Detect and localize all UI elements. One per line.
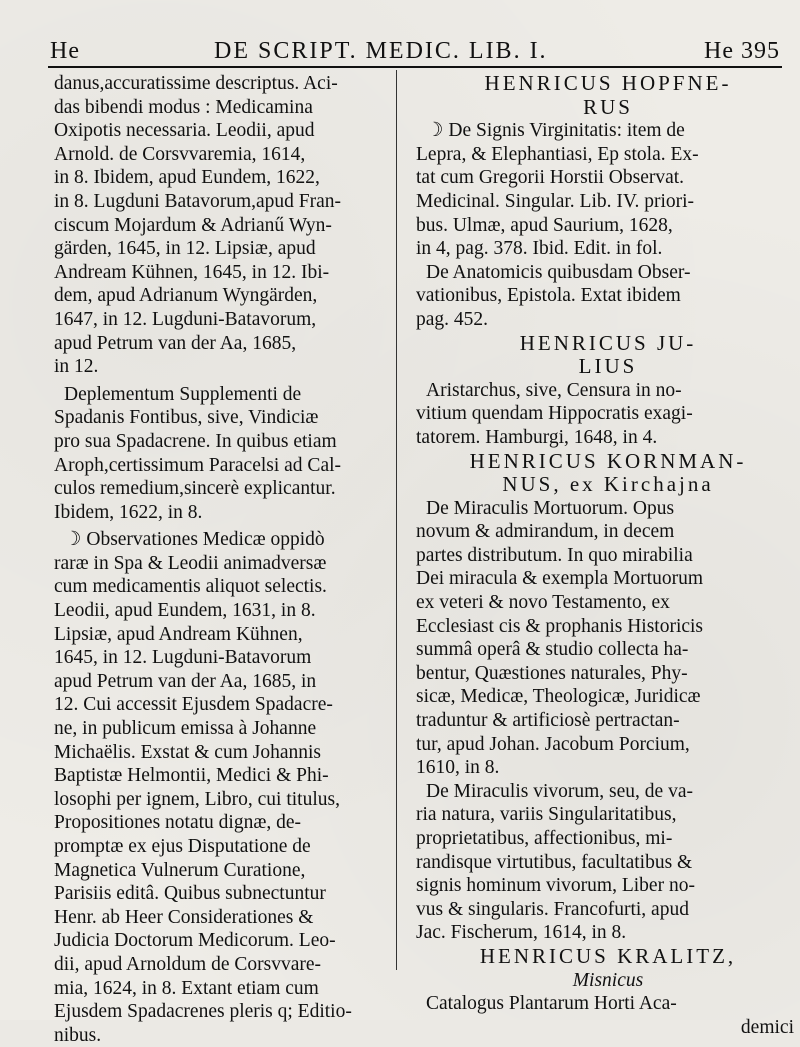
text-line: vitium quendam Hippocratis exagi-: [416, 403, 693, 425]
author-heading: RUS: [583, 94, 633, 119]
text-line: raræ in Spa & Leodii animadversæ: [54, 552, 327, 574]
author-heading: LIUS: [578, 354, 638, 379]
left-column: [54, 72, 376, 1047]
column-divider: [396, 70, 397, 970]
text-line: ne, in publicum emissa à Johanne: [54, 718, 317, 740]
text-line: Oxipotis necessaria. Leodii, apud: [54, 120, 315, 142]
text-line: vus & singularis. Francofurti, apud: [416, 898, 689, 920]
text-line: Parisiis editâ. Quibus subnectuntur: [54, 883, 326, 905]
text-line: summâ operâ & studio collecta ha-: [416, 639, 689, 661]
text-line: bus. Ulmæ, apud Saurium, 1628,: [416, 214, 673, 236]
text-line: randisque virtutibus, facultatibus &: [416, 851, 693, 873]
text-line: Leodii, apud Eundem, 1631, in 8.: [54, 600, 316, 622]
text-line: De Miraculis vivorum, seu, de va-: [426, 780, 693, 802]
text-line: tur, apud Johan. Jacobum Porcium,: [416, 733, 690, 755]
text-line: apud Petrum van der Aa, 1685,: [54, 332, 297, 354]
text-line: Ejusdem Spadacrenes pleris q; Editio-: [54, 1001, 352, 1023]
author-heading: HENRICUS JU-: [519, 330, 697, 355]
text-line: Arnold. de Corsvvaremia, 1614,: [54, 143, 306, 165]
text-line: ☽ Observationes Medicæ oppidò: [64, 529, 325, 551]
text-line: vationibus, Epistola. Extat ibidem: [416, 285, 681, 307]
text-line: demici: [740, 1016, 794, 1038]
text-line: Lipsiæ, apud Andream Kühnen,: [54, 623, 303, 645]
text-line: tat cum Gregorii Horstii Observat.: [416, 167, 685, 189]
text-line: Magnetica Vulnerum Curatione,: [54, 859, 306, 881]
text-line: ex veteri & novo Testamento, ex: [416, 592, 670, 614]
text-line: ciscum Mojardum & Adrianű Wyn-: [54, 214, 332, 236]
text-line: Medicinal. Singular. Lib. IV. priori-: [416, 190, 695, 212]
text-line: danus,accuratissime descriptus. Aci-: [54, 73, 338, 94]
text-line: ☽ De Signis Virginitatis: item de: [426, 120, 685, 142]
text-line: Michaëlis. Exstat & cum Johannis: [54, 741, 322, 763]
text-line: Andream Kühnen, 1645, in 12. Ibi-: [54, 261, 330, 283]
text-line: ria natura, variis Singularitatibus,: [416, 804, 677, 826]
text-line: Spadanis Fontibus, sive, Vindiciæ: [54, 407, 319, 429]
text-line: 1610, in 8.: [416, 757, 500, 779]
author-heading: HENRICUS HOPFNE-: [484, 71, 732, 95]
text-line: De Miraculis Mortuorum. Opus: [426, 497, 675, 519]
text-line: traduntur & artificiosè pertractan-: [416, 710, 680, 732]
text-line: in 8. Ibidem, apud Eundem, 1622,: [54, 167, 320, 189]
text-line: Aristarchus, sive, Censura in no-: [426, 379, 682, 401]
text-line: 12. Cui accessit Ejusdem Spadacre-: [54, 694, 333, 716]
right-column: [416, 72, 800, 1039]
text-line: bentur, Quæstiones naturales, Phy-: [416, 662, 688, 684]
text-line: Dei miracula & exempla Mortuorum: [416, 568, 703, 590]
text-line: gärden, 1645, in 12. Lipsiæ, apud: [54, 238, 316, 260]
text-line: apud Petrum van der Aa, 1685, in: [54, 670, 317, 692]
author-heading: NUS, ex Kirchajna: [502, 472, 714, 497]
header-page-number: He 395: [704, 38, 780, 64]
text-line: promptæ ex ejus Disputatione de: [54, 836, 311, 857]
header-left: He: [50, 38, 80, 64]
text-line: dii, apud Arnoldum de Corsvvare-: [54, 953, 321, 975]
text-line: Henr. ab Heer Considerationes &: [54, 906, 314, 928]
running-header: [44, 38, 786, 68]
text-line: cum medicamentis aliquot selectis.: [54, 576, 327, 598]
text-line: Ecclesiast cis & prophanis Historicis: [416, 615, 704, 637]
text-line: culos remedium,sincerè explicantur.: [54, 478, 336, 500]
text-line: in 4, pag. 378. Ibid. Edit. in fol.: [416, 238, 663, 260]
text-line: Lepra, & Elephantiasi, Ep stola. Ex-: [416, 143, 699, 165]
text-line: 1647, in 12. Lugduni-Batavorum,: [54, 308, 317, 330]
text-line: in 12.: [54, 356, 99, 378]
text-line: Judicia Doctorum Medicorum. Leo-: [54, 930, 336, 952]
text-line: dem, apud Adrianum Wyngärden,: [54, 285, 318, 307]
text-line: Baptistæ Helmontii, Medici & Phi-: [54, 765, 329, 787]
text-line: Ibidem, 1622, in 8.: [54, 501, 203, 523]
text-line: das bibendi modus : Medicamina: [54, 96, 313, 118]
text-line: losophi per ignem, Libro, cui titulus,: [54, 788, 340, 810]
text-line: Deplementum Supplementi de: [64, 383, 302, 405]
text-line: pag. 452.: [416, 308, 489, 330]
text-line: novum & admirandum, in decem: [416, 521, 675, 543]
text-line: Catalogus Plantarum Horti Aca-: [426, 993, 677, 1015]
author-heading: HENRICUS KRALITZ,: [479, 943, 737, 968]
header-rule: [48, 66, 782, 68]
text-line: mia, 1624, in 8. Extant etiam cum: [54, 977, 319, 999]
text-line: nibus.: [54, 1024, 102, 1046]
header-title: DE SCRIPT. MEDIC. LIB. I.: [214, 38, 548, 64]
text-line: signis hominum vivorum, Liber no-: [416, 875, 695, 897]
text-line: Aroph,certissimum Paracelsi ad Cal-: [54, 454, 342, 476]
text-line: pro sua Spadacrene. In quibus etiam: [54, 430, 337, 452]
text-line: partes distributum. In quo mirabilia: [416, 544, 693, 566]
text-line: 1645, in 12. Lugduni-Batavorum: [54, 647, 312, 669]
author-heading: HENRICUS KORNMAN-: [469, 448, 747, 473]
text-line: De Anatomicis quibusdam Obser-: [426, 261, 691, 283]
text-line: in 8. Lugduni Batavorum,apud Fran-: [54, 190, 342, 212]
text-line: proprietatibus, affectionibus, mi-: [416, 828, 673, 849]
text-line: sicæ, Medicæ, Theologicæ, Juridicæ: [416, 686, 701, 708]
text-line: Propositiones notatu dignæ, de-: [54, 812, 301, 834]
author-origin: Misnicus: [572, 969, 644, 991]
text-line: tatorem. Hamburgi, 1648, in 4.: [416, 426, 658, 448]
text-line: Jac. Fischerum, 1614, in 8.: [416, 922, 627, 944]
